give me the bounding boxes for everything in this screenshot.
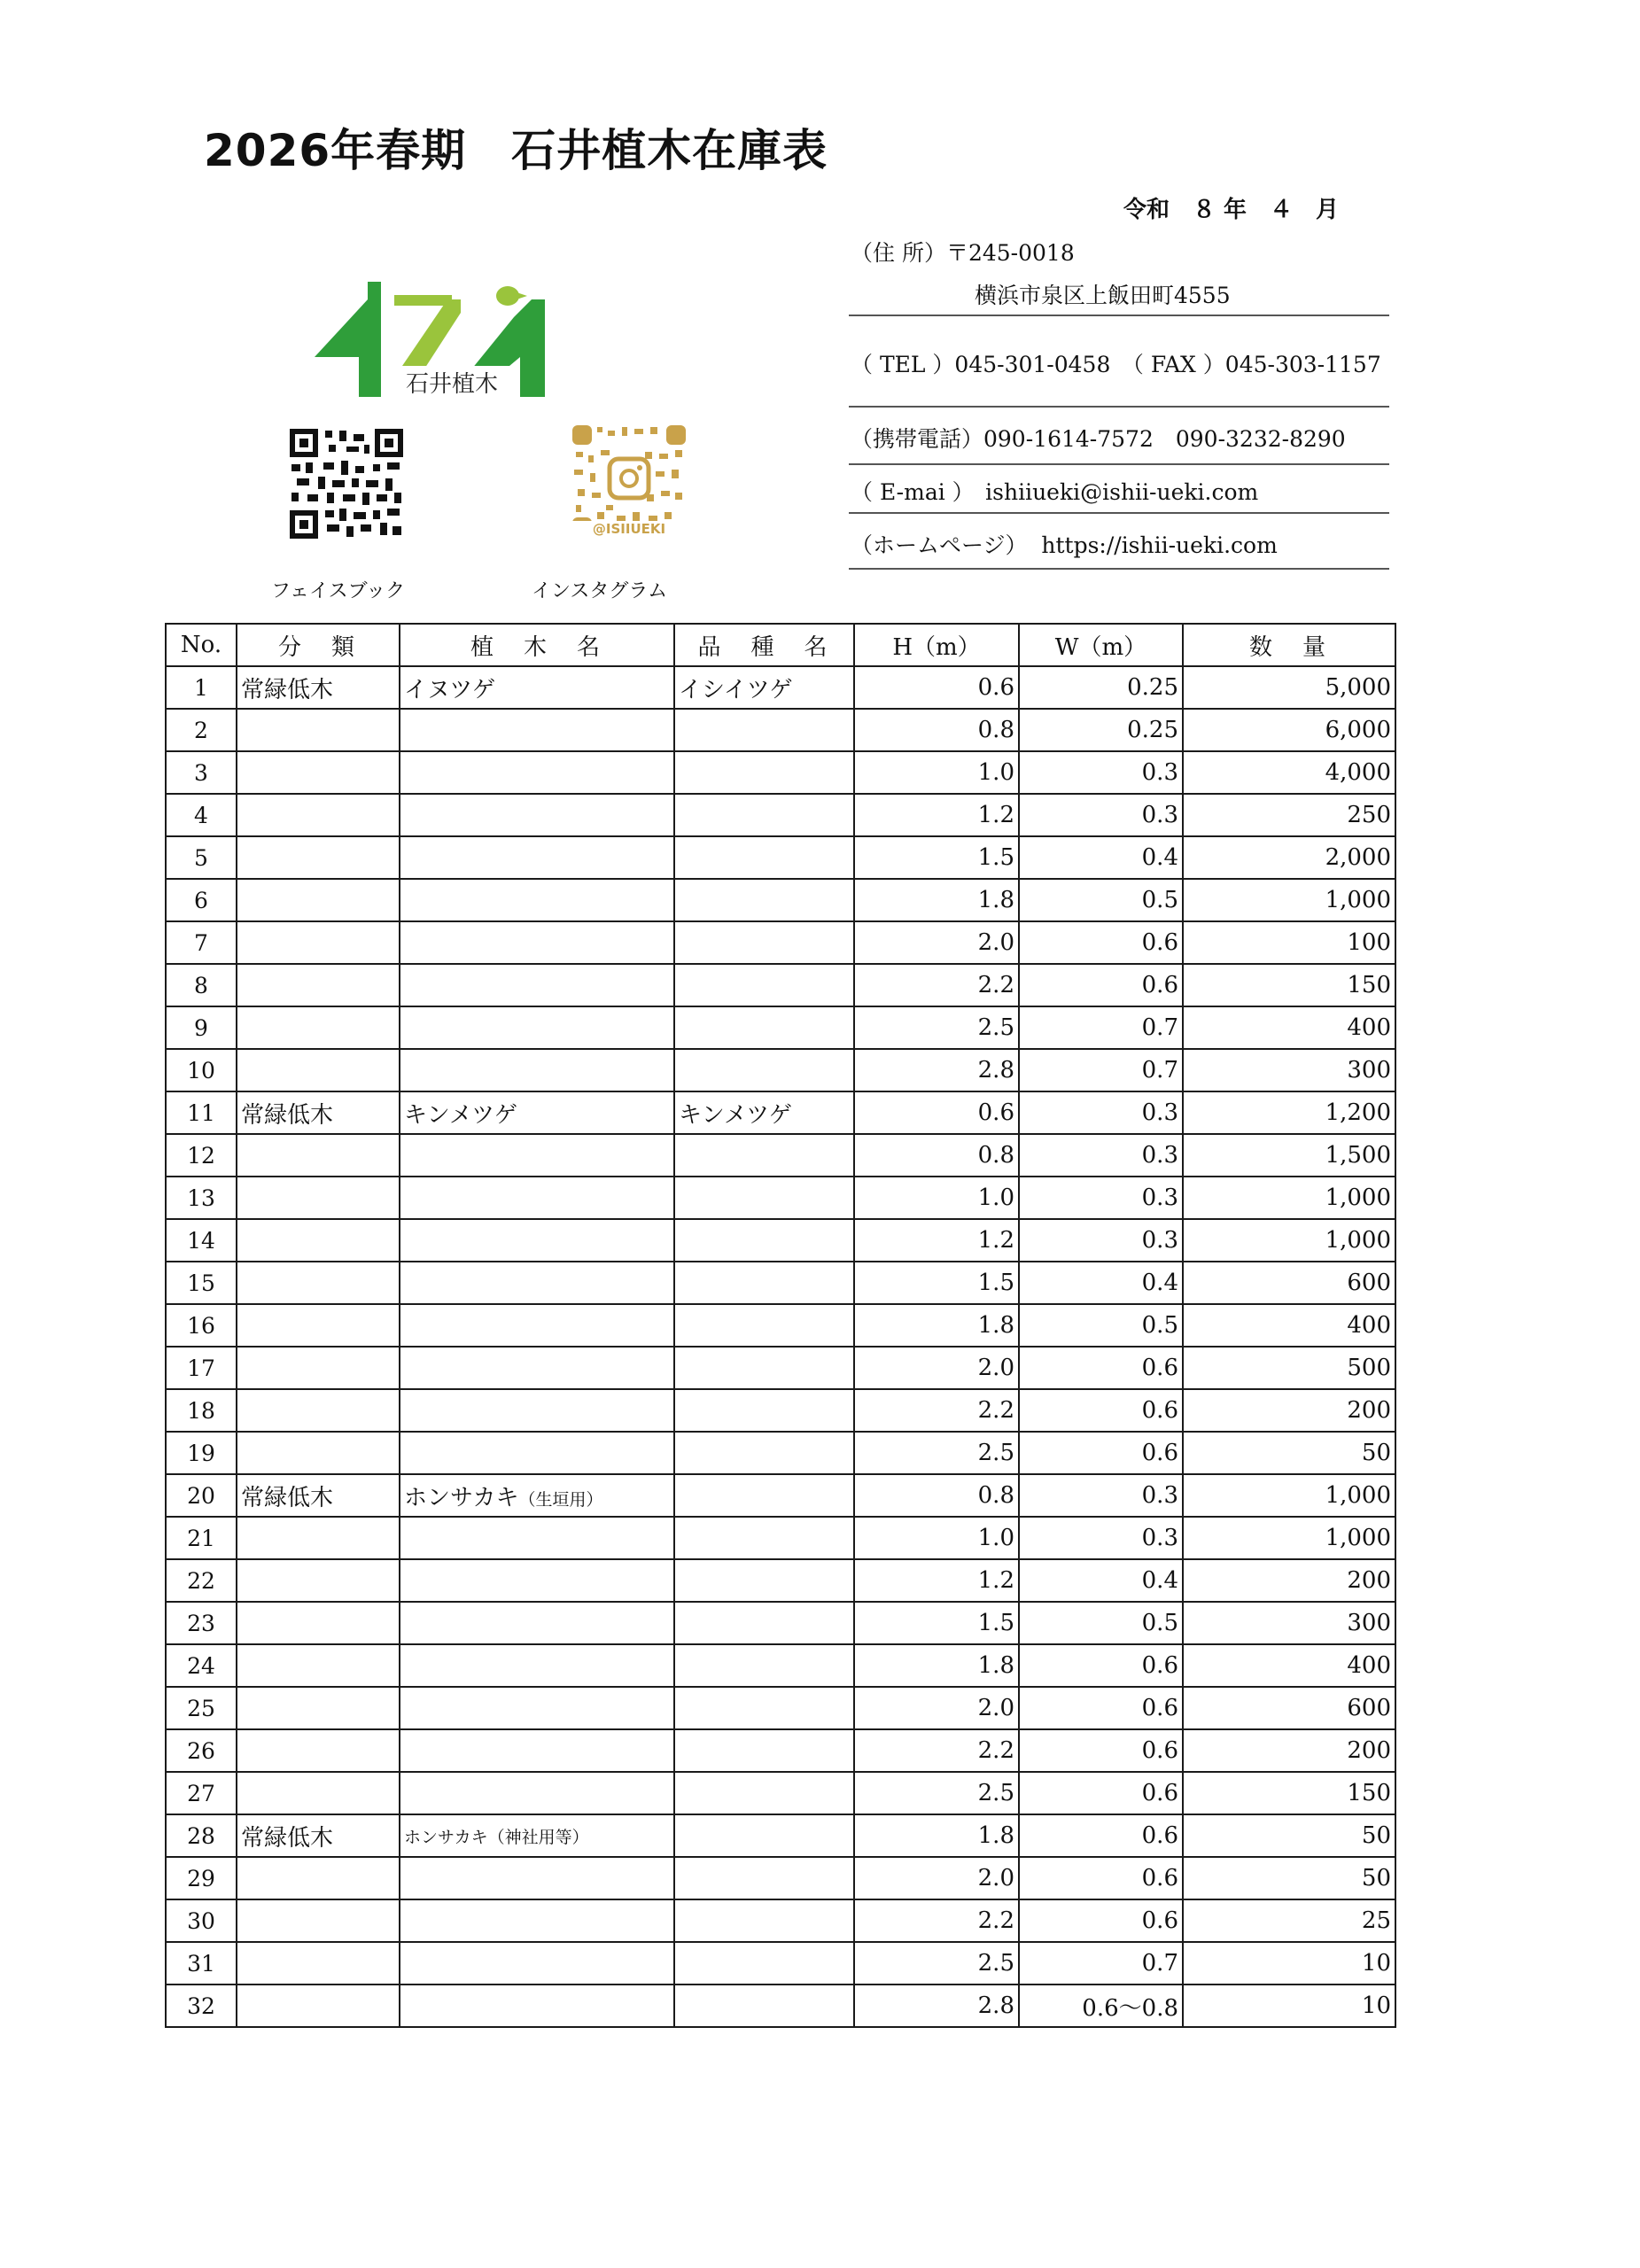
cell-variety <box>674 1177 854 1219</box>
header-category: 分 類 <box>237 624 400 666</box>
cell-width: 0.6 <box>1019 1772 1183 1814</box>
cell-variety <box>674 1729 854 1772</box>
cell-height: 2.2 <box>854 1899 1019 1942</box>
cell-category <box>237 794 400 836</box>
cell-plant-name <box>400 964 674 1006</box>
table-row <box>166 1687 1395 1729</box>
cell-quantity: 50 <box>1183 1857 1395 1899</box>
cell-width: 0.6 <box>1019 1814 1183 1857</box>
cell-height: 1.2 <box>854 1559 1019 1602</box>
cell-plant-name <box>400 1644 674 1687</box>
table-row <box>166 709 1395 751</box>
cell-plant-name <box>400 1262 674 1304</box>
email-address[interactable]: （ E-mai ） ishiiueki@ishii-ueki.com <box>851 479 1259 505</box>
table-row <box>166 1857 1395 1899</box>
cell-variety <box>674 1559 854 1602</box>
contact-divider <box>849 568 1389 570</box>
cell-category: 常緑低木 <box>237 1474 400 1517</box>
cell-height: 2.8 <box>854 1984 1019 2027</box>
header-no: No. <box>166 624 237 666</box>
cell-height: 2.0 <box>854 1347 1019 1389</box>
table-row <box>166 794 1395 836</box>
logo-text: 石井植木 <box>405 371 499 397</box>
cell-category <box>237 1517 400 1559</box>
instagram-label: インスタグラム <box>532 580 668 602</box>
cell-plant-name <box>400 1219 674 1262</box>
cell-variety <box>674 921 854 964</box>
cell-width: 0.3 <box>1019 1091 1183 1134</box>
header-height: H（m） <box>854 624 1019 666</box>
cell-plant-name <box>400 1687 674 1729</box>
plant-name-note: （生垣用） <box>518 1489 603 1510</box>
cell-no: 17 <box>166 1347 237 1389</box>
cell-plant-name <box>400 1984 674 2027</box>
facebook-label: フェイスブック <box>271 580 406 602</box>
cell-variety <box>674 1602 854 1644</box>
cell-quantity: 50 <box>1183 1814 1395 1857</box>
cell-no: 4 <box>166 794 237 836</box>
cell-height: 2.5 <box>854 1006 1019 1049</box>
cell-category <box>237 709 400 751</box>
cell-height: 1.5 <box>854 1602 1019 1644</box>
cell-variety <box>674 964 854 1006</box>
cell-no: 19 <box>166 1432 237 1474</box>
cell-quantity: 200 <box>1183 1389 1395 1432</box>
cell-height: 2.0 <box>854 1687 1019 1729</box>
table-row <box>166 1006 1395 1049</box>
cell-category <box>237 1262 400 1304</box>
mobile-phone: （携帯電話）090-1614-7572 090-3232-8290 <box>851 426 1346 452</box>
table-row <box>166 1049 1395 1091</box>
cell-category <box>237 921 400 964</box>
cell-width: 0.3 <box>1019 1177 1183 1219</box>
cell-width: 0.3 <box>1019 1219 1183 1262</box>
cell-height: 2.2 <box>854 964 1019 1006</box>
table-row <box>166 1644 1395 1687</box>
cell-plant-name <box>400 1134 674 1177</box>
table-row <box>166 1729 1395 1772</box>
cell-plant-name <box>400 1729 674 1772</box>
cell-plant-name <box>400 1389 674 1432</box>
cell-category: 常緑低木 <box>237 1814 400 1857</box>
cell-category <box>237 1729 400 1772</box>
cell-quantity: 200 <box>1183 1729 1395 1772</box>
cell-plant-name <box>400 751 674 794</box>
cell-quantity: 600 <box>1183 1687 1395 1729</box>
instagram-handle: @ISIIUEKI <box>571 521 688 537</box>
cell-no: 2 <box>166 709 237 751</box>
cell-variety <box>674 1814 854 1857</box>
cell-category <box>237 1049 400 1091</box>
cell-variety <box>674 1262 854 1304</box>
cell-variety <box>674 1942 854 1984</box>
cell-quantity: 10 <box>1183 1984 1395 2027</box>
cell-no: 18 <box>166 1389 237 1432</box>
cell-height: 1.8 <box>854 879 1019 921</box>
cell-category <box>237 751 400 794</box>
address-postal: （住 所）〒245-0018 <box>851 240 1075 266</box>
table-row <box>166 1432 1395 1474</box>
cell-variety <box>674 1049 854 1091</box>
table-row <box>166 1389 1395 1432</box>
cell-height: 0.6 <box>854 1091 1019 1134</box>
plant-name: ホンサカキ <box>404 1484 519 1511</box>
cell-width: 0.3 <box>1019 794 1183 836</box>
cell-height: 2.5 <box>854 1432 1019 1474</box>
contact-divider <box>849 315 1389 316</box>
cell-height: 2.5 <box>854 1942 1019 1984</box>
cell-variety <box>674 1006 854 1049</box>
cell-width: 0.6 <box>1019 1899 1183 1942</box>
cell-quantity: 400 <box>1183 1644 1395 1687</box>
cell-width: 0.3 <box>1019 1474 1183 1517</box>
cell-quantity: 250 <box>1183 794 1395 836</box>
cell-quantity: 6,000 <box>1183 709 1395 751</box>
cell-height: 1.5 <box>854 1262 1019 1304</box>
cell-plant-name <box>400 836 674 879</box>
cell-width: 0.4 <box>1019 836 1183 879</box>
cell-height: 1.5 <box>854 836 1019 879</box>
cell-plant-name <box>400 1432 674 1474</box>
cell-quantity: 200 <box>1183 1559 1395 1602</box>
cell-quantity: 150 <box>1183 1772 1395 1814</box>
cell-category <box>237 1304 400 1347</box>
cell-variety <box>674 1687 854 1729</box>
contact-divider <box>849 512 1389 514</box>
cell-variety <box>674 1984 854 2027</box>
cell-width: 0.3 <box>1019 1134 1183 1177</box>
cell-plant-name <box>400 1559 674 1602</box>
cell-no: 20 <box>166 1474 237 1517</box>
cell-plant-name <box>400 1091 674 1134</box>
cell-no: 22 <box>166 1559 237 1602</box>
contact-divider <box>849 463 1389 465</box>
cell-category <box>237 1432 400 1474</box>
cell-no: 3 <box>166 751 237 794</box>
cell-width: 0.7 <box>1019 1049 1183 1091</box>
cell-variety <box>674 794 854 836</box>
cell-category: 常緑低木 <box>237 666 400 709</box>
header-width: W（m） <box>1019 624 1183 666</box>
cell-plant-name <box>400 1347 674 1389</box>
cell-quantity: 300 <box>1183 1602 1395 1644</box>
plant-name-note: ホンサカキ（神社用等） <box>404 1828 589 1847</box>
cell-height: 2.8 <box>854 1049 1019 1091</box>
cell-height: 1.2 <box>854 1219 1019 1262</box>
cell-variety <box>674 1899 854 1942</box>
cell-variety <box>674 1304 854 1347</box>
table-row <box>166 1942 1395 1984</box>
cell-no: 29 <box>166 1857 237 1899</box>
cell-plant-name <box>400 879 674 921</box>
address-line: 横浜市泉区上飯田町4555 <box>975 283 1231 308</box>
cell-height: 0.8 <box>854 709 1019 751</box>
plant-name: キンメツゲ <box>404 1101 517 1129</box>
table-row <box>166 666 1395 709</box>
cell-plant-name <box>400 1899 674 1942</box>
cell-height: 1.8 <box>854 1814 1019 1857</box>
cell-height: 2.2 <box>854 1389 1019 1432</box>
cell-quantity: 1,000 <box>1183 879 1395 921</box>
cell-no: 27 <box>166 1772 237 1814</box>
cell-height: 1.0 <box>854 1517 1019 1559</box>
cell-width: 0.6 <box>1019 964 1183 1006</box>
cell-variety <box>674 1857 854 1899</box>
table-row <box>166 879 1395 921</box>
table-row <box>166 1559 1395 1602</box>
cell-no: 31 <box>166 1942 237 1984</box>
cell-variety <box>674 1432 854 1474</box>
company-logo <box>315 282 549 397</box>
cell-category <box>237 964 400 1006</box>
cell-width: 0.4 <box>1019 1559 1183 1602</box>
cell-category <box>237 1899 400 1942</box>
cell-variety <box>674 1474 854 1517</box>
cell-variety <box>674 879 854 921</box>
tel-fax: （ TEL ）045-301-0458 （ FAX ）045-303-1157 <box>851 352 1381 377</box>
contact-divider <box>849 406 1389 408</box>
cell-no: 11 <box>166 1091 237 1134</box>
cell-quantity: 1,000 <box>1183 1474 1395 1517</box>
cell-variety <box>674 751 854 794</box>
cell-width: 0.5 <box>1019 879 1183 921</box>
cell-variety <box>674 1347 854 1389</box>
header-variety: 品 種 名 <box>674 624 854 666</box>
table-row <box>166 1304 1395 1347</box>
cell-no: 16 <box>166 1304 237 1347</box>
cell-no: 7 <box>166 921 237 964</box>
cell-height: 1.8 <box>854 1644 1019 1687</box>
cell-height: 1.0 <box>854 751 1019 794</box>
table-row <box>166 964 1395 1006</box>
cell-plant-name <box>400 921 674 964</box>
table-row <box>166 1772 1395 1814</box>
table-row <box>166 1134 1395 1177</box>
cell-category <box>237 1942 400 1984</box>
table-header-row <box>166 624 1395 666</box>
cell-no: 15 <box>166 1262 237 1304</box>
cell-variety <box>674 1389 854 1432</box>
cell-category <box>237 836 400 879</box>
cell-quantity: 10 <box>1183 1942 1395 1984</box>
cell-plant-name <box>400 1814 674 1857</box>
cell-variety <box>674 1644 854 1687</box>
cell-height: 1.0 <box>854 1177 1019 1219</box>
cell-plant-name <box>400 1006 674 1049</box>
cell-width: 0.6 <box>1019 1687 1183 1729</box>
plant-name: イヌツゲ <box>404 676 495 703</box>
cell-category <box>237 1602 400 1644</box>
cell-plant-name <box>400 1772 674 1814</box>
cell-variety <box>674 836 854 879</box>
cell-quantity: 50 <box>1183 1432 1395 1474</box>
facebook-qr-code[interactable] <box>288 427 405 540</box>
table-row <box>166 1602 1395 1644</box>
cell-plant-name <box>400 1304 674 1347</box>
cell-no: 32 <box>166 1984 237 2027</box>
cell-width: 0.6〜0.8 <box>1019 1984 1183 2027</box>
cell-height: 2.0 <box>854 1857 1019 1899</box>
cell-plant-name <box>400 1049 674 1091</box>
cell-width: 0.7 <box>1019 1942 1183 1984</box>
table-row <box>166 1091 1395 1134</box>
cell-category <box>237 1687 400 1729</box>
cell-height: 0.8 <box>854 1474 1019 1517</box>
cell-quantity: 2,000 <box>1183 836 1395 879</box>
table-row <box>166 1474 1395 1517</box>
cell-variety: キンメツゲ <box>674 1091 854 1134</box>
cell-width: 0.6 <box>1019 1389 1183 1432</box>
cell-category <box>237 1984 400 2027</box>
cell-height: 2.0 <box>854 921 1019 964</box>
cell-plant-name <box>400 1857 674 1899</box>
cell-variety <box>674 1134 854 1177</box>
table-row <box>166 1219 1395 1262</box>
cell-no: 9 <box>166 1006 237 1049</box>
table-row <box>166 921 1395 964</box>
instagram-qr-code[interactable] <box>571 423 688 546</box>
table-row <box>166 836 1395 879</box>
cell-quantity: 1,200 <box>1183 1091 1395 1134</box>
cell-no: 10 <box>166 1049 237 1091</box>
cell-no: 26 <box>166 1729 237 1772</box>
cell-category <box>237 1857 400 1899</box>
cell-no: 24 <box>166 1644 237 1687</box>
cell-no: 28 <box>166 1814 237 1857</box>
cell-variety <box>674 1219 854 1262</box>
table-row <box>166 1517 1395 1559</box>
table-row <box>166 751 1395 794</box>
cell-category: 常緑低木 <box>237 1091 400 1134</box>
cell-no: 12 <box>166 1134 237 1177</box>
cell-no: 30 <box>166 1899 237 1942</box>
table-row <box>166 1899 1395 1942</box>
cell-quantity: 4,000 <box>1183 751 1395 794</box>
page-title: 2026年春期 石井植木在庫表 <box>204 125 828 176</box>
cell-quantity: 1,500 <box>1183 1134 1395 1177</box>
cell-variety: イシイツゲ <box>674 666 854 709</box>
homepage-url[interactable]: （ホームページ） https://ishii-ueki.com <box>851 532 1278 558</box>
table-row <box>166 1177 1395 1219</box>
logo-graphic <box>315 282 549 397</box>
cell-plant-name <box>400 666 674 709</box>
header-plant-name: 植 木 名 <box>400 624 674 666</box>
cell-category <box>237 1134 400 1177</box>
cell-category <box>237 1644 400 1687</box>
document-date: 令和 ８ 年 ４ 月 <box>1123 197 1340 223</box>
cell-no: 25 <box>166 1687 237 1729</box>
cell-quantity: 400 <box>1183 1304 1395 1347</box>
cell-height: 1.2 <box>854 794 1019 836</box>
table-row <box>166 1814 1395 1857</box>
cell-width: 0.5 <box>1019 1602 1183 1644</box>
cell-width: 0.25 <box>1019 666 1183 709</box>
cell-height: 2.2 <box>854 1729 1019 1772</box>
cell-width: 0.6 <box>1019 1347 1183 1389</box>
cell-no: 14 <box>166 1219 237 1262</box>
cell-category <box>237 1347 400 1389</box>
cell-category <box>237 1772 400 1814</box>
cell-no: 13 <box>166 1177 237 1219</box>
cell-no: 1 <box>166 666 237 709</box>
cell-category <box>237 1006 400 1049</box>
cell-quantity: 150 <box>1183 964 1395 1006</box>
cell-plant-name <box>400 1602 674 1644</box>
cell-height: 1.8 <box>854 1304 1019 1347</box>
cell-width: 0.4 <box>1019 1262 1183 1304</box>
cell-variety <box>674 1517 854 1559</box>
cell-width: 0.5 <box>1019 1304 1183 1347</box>
cell-quantity: 400 <box>1183 1006 1395 1049</box>
cell-height: 0.8 <box>854 1134 1019 1177</box>
cell-plant-name <box>400 1942 674 1984</box>
cell-category <box>237 1559 400 1602</box>
cell-no: 23 <box>166 1602 237 1644</box>
cell-quantity: 1,000 <box>1183 1177 1395 1219</box>
cell-variety <box>674 1772 854 1814</box>
table-row <box>166 1984 1395 2027</box>
stock-table <box>165 623 1396 2028</box>
cell-quantity: 1,000 <box>1183 1517 1395 1559</box>
cell-quantity: 600 <box>1183 1262 1395 1304</box>
header-quantity: 数 量 <box>1183 624 1395 666</box>
cell-quantity: 5,000 <box>1183 666 1395 709</box>
cell-category <box>237 1389 400 1432</box>
cell-width: 0.6 <box>1019 1432 1183 1474</box>
cell-variety <box>674 709 854 751</box>
cell-height: 0.6 <box>854 666 1019 709</box>
cell-quantity: 300 <box>1183 1049 1395 1091</box>
cell-width: 0.6 <box>1019 1857 1183 1899</box>
cell-plant-name <box>400 1517 674 1559</box>
cell-quantity: 25 <box>1183 1899 1395 1942</box>
cell-width: 0.3 <box>1019 751 1183 794</box>
cell-width: 0.6 <box>1019 921 1183 964</box>
cell-width: 0.6 <box>1019 1729 1183 1772</box>
cell-category <box>237 1177 400 1219</box>
table-row <box>166 1262 1395 1304</box>
cell-width: 0.7 <box>1019 1006 1183 1049</box>
cell-width: 0.3 <box>1019 1517 1183 1559</box>
cell-plant-name <box>400 709 674 751</box>
cell-plant-name <box>400 1474 674 1517</box>
cell-plant-name <box>400 1177 674 1219</box>
cell-height: 2.5 <box>854 1772 1019 1814</box>
cell-no: 5 <box>166 836 237 879</box>
cell-plant-name <box>400 794 674 836</box>
table-row <box>166 1347 1395 1389</box>
cell-no: 21 <box>166 1517 237 1559</box>
cell-quantity: 1,000 <box>1183 1219 1395 1262</box>
cell-category <box>237 879 400 921</box>
cell-no: 8 <box>166 964 237 1006</box>
cell-quantity: 100 <box>1183 921 1395 964</box>
cell-width: 0.6 <box>1019 1644 1183 1687</box>
cell-width: 0.25 <box>1019 709 1183 751</box>
cell-category <box>237 1219 400 1262</box>
cell-quantity: 500 <box>1183 1347 1395 1389</box>
cell-no: 6 <box>166 879 237 921</box>
